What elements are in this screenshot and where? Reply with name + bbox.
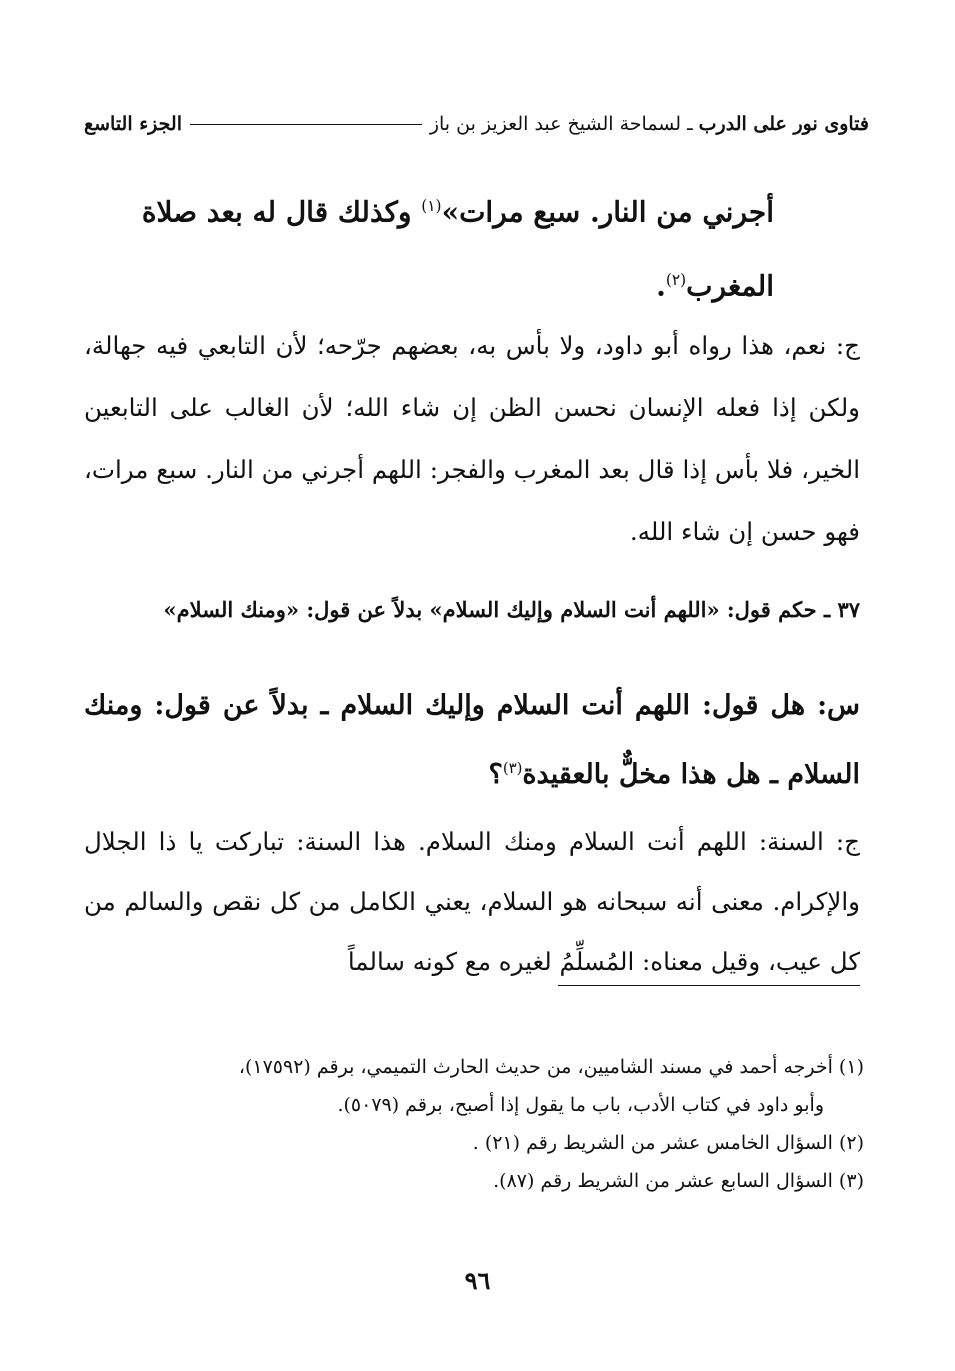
answer-1-text: ج: نعم، هذا رواه أبو داود، ولا بأس به، بعضهم جرّحه؛ لأن التابعي فيه جهالة، ولكن إذا فعله الإنسان نحسن الظن إن شاء الله؛ لأن الغالب على التابعين الخير، فلا بأس إذا قال بعد المغرب والفجر: اللهم أجرني من النار. سبع مرات، فهو حسن إن شاء الله. [84, 331, 860, 546]
continued-question-text: أجرني من النار. سبع مرات» [441, 195, 774, 229]
footnote-ref-1: (١) [421, 197, 442, 215]
footnote-2: (٢) السؤال الخامس عشر من الشريط رقم (٢١) . [472, 1132, 864, 1154]
continued-question-text-2: المغرب [686, 269, 774, 303]
continued-question-line-2 [84, 246, 774, 320]
footnote-1: (١) أخرجه أحمد في مسند الشاميين، من حديث الحارث التميمي، برقم (١٧٥٩٢)، [238, 1056, 864, 1078]
footnote-3: (٣) السؤال السابع عشر من الشريط رقم (٨٧). [493, 1170, 864, 1192]
question-paragraph [84, 675, 860, 806]
continued-question-text-end: وكذلك قال له بعد صلاة [141, 195, 422, 229]
question-2 [84, 675, 860, 806]
book-title: فتاوى نور على الدرب [698, 113, 869, 135]
question-mark: ؟ [488, 759, 503, 790]
continued-question [84, 172, 774, 321]
header-rule [190, 124, 422, 125]
section-heading-text: ٣٧ ـ حكم قول: «اللهم أنت السلام وإليك السلام» بدلاً عن قول: «ومنك السلام» [163, 597, 860, 622]
answer-paragraph-2 [84, 812, 860, 992]
running-header [84, 108, 869, 140]
section-heading [84, 590, 860, 630]
continued-question-line-1 [84, 172, 774, 246]
footnote-ref-2: (٢) [665, 271, 687, 290]
footnote-ref-3: (٣) [502, 759, 523, 777]
continued-question-period: . [656, 269, 666, 303]
page-number: ٩٦ [464, 1266, 491, 1295]
question-2-text: س: هل قول: اللهم أنت السلام وإليك السلام ـ بدلاً عن قول: ومنك السلام ـ هل هذا مخلٌّ بالعقيدة [84, 690, 860, 790]
footnote-separator [558, 985, 860, 986]
volume-label: الجزء التاسع [84, 113, 182, 135]
footnote-1-continued: وأبو داود في كتاب الأدب، باب ما يقول إذا أصبح، برقم (٥٠٧٩). [337, 1094, 824, 1116]
answer-2-text: ج: السنة: اللهم أنت السلام ومنك السلام. هذا السنة: تباركت يا ذا الجلال والإكرام. معنى أنه سبحانه هو السلام، يعني الكامل من كل نقص والسالم من كل عيب، وقيل معناه: المُسلِّمُ لغيره مع كونه سالماً [84, 827, 860, 976]
answer-paragraph-1 [84, 315, 860, 563]
footnotes [84, 1048, 864, 1200]
author-name: ـ لسماحة الشيخ عبد العزيز بن باز [429, 113, 693, 135]
